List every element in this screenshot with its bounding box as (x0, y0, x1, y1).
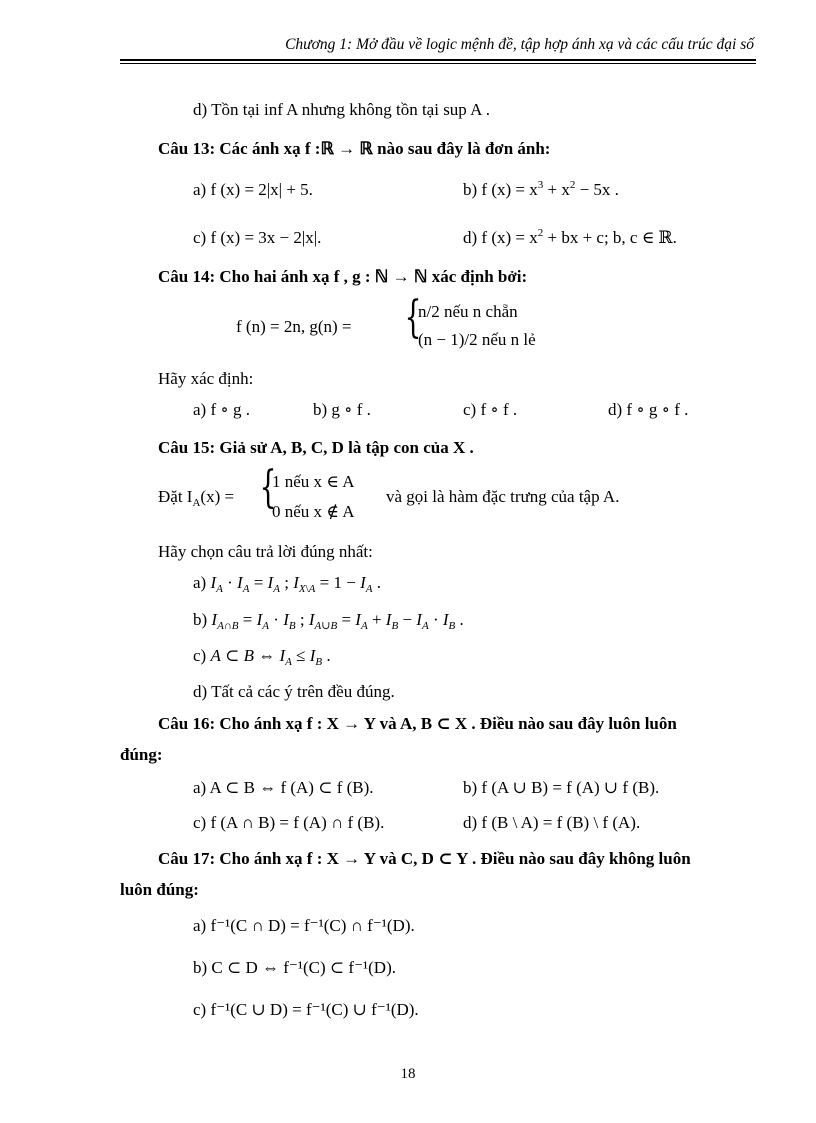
q12-option-d: d) Tồn tại inf A nhưng không tồn tại sup A . (193, 100, 490, 119)
q14-option-b: b) g ∘ f . (313, 400, 371, 419)
q17-title-line1: Câu 17: Cho ánh xạ f : X → Y và C, D ⊂ Y . Điều nào sau đây không luôn (158, 849, 691, 868)
q14-option-c: c) f ∘ f . (463, 400, 518, 419)
q16-title-line2: đúng: (120, 745, 163, 764)
q13-option-a: a) f (x) = 2|x| + 5. (193, 180, 313, 199)
q13-option-c: c) f (x) = 3x − 2|x|. (193, 228, 322, 247)
q14-case-2: (n − 1)/2 nếu n lẻ (418, 330, 536, 349)
q15-definition: Đặt $I_A(x)$ = (158, 487, 235, 509)
q15-definition-tail: và gọi là hàm đặc trưng của tập A. (386, 487, 620, 506)
q14-definition: f (n) = 2n, g(n) = (236, 317, 352, 336)
q13-option-b: b) f $(x) = x^3 + x^2 - 5x$ . (463, 179, 619, 199)
q15-option-c: c) A ⊂ B ⇔ $I_A \le I_B$ . (193, 646, 331, 668)
q16-option-a: a) A ⊂ B ⇔ f (A) ⊂ f (B). (193, 778, 374, 797)
q13-option-d: d) f $(x) = x^2$ + bx + c; b, c ∈ ℝ. (463, 227, 677, 247)
q14-option-d: d) f ∘ g ∘ f . (608, 400, 689, 419)
q16-title-line1: Câu 16: Cho ánh xạ f : X → Y và A, B ⊂ X . Điều nào sau đây luôn luôn (158, 714, 677, 733)
q15-prompt: Hãy chọn câu trả lời đúng nhất: (158, 542, 373, 561)
q16-option-d: d) f (B \ A) = f (B) \ f (A). (463, 813, 641, 832)
q14-brace: { (404, 292, 422, 343)
q15-brace: { (259, 462, 277, 513)
q14-option-a: a) f ∘ g . (193, 400, 250, 419)
q15-option-b: b) $I_{A\cap B} = I_A \cdot I_B$ ; $I_{A\cup B} = I_A + I_B - I_A \cdot I_B$ . (193, 610, 464, 632)
page-header: Chương 1: Mở đầu về logic mệnh đề, tập hợp ánh xạ và các cấu trúc đại số (285, 36, 754, 53)
q15-case-2: 0 nếu x ∉ A (272, 502, 355, 521)
q16-option-c: c) f (A ∩ B) = f (A) ∩ f (B). (193, 813, 385, 832)
q15-option-d: d) Tất cả các ý trên đều đúng. (193, 682, 395, 701)
q15-title: Câu 15: Giả sử A, B, C, D là tập con của X . (158, 438, 474, 457)
q15-case-1: 1 nếu x ∈ A (272, 472, 355, 491)
q14-prompt: Hãy xác định: (158, 369, 254, 388)
header-rule-thin (120, 63, 756, 64)
header-rule-thick (120, 59, 756, 61)
q17-option-a: a) f⁻¹(C ∩ D) = f⁻¹(C) ∩ f⁻¹(D). (193, 916, 415, 935)
q17-option-b: b) C ⊂ D ⇔ f⁻¹(C) ⊂ f⁻¹(D). (193, 958, 396, 977)
q15-option-a: a) $I_A \cdot I_A = I_A$ ; $I_{X\backslash A} = 1 - I_A$ . (193, 573, 381, 595)
q17-title-line2: luôn đúng: (120, 880, 199, 899)
q14-case-1: n/2 nếu n chẵn (418, 302, 518, 321)
page-number: 18 (400, 1066, 416, 1082)
q14-title: Câu 14: Cho hai ánh xạ f , g : ℕ → ℕ xác định bởi: (158, 267, 528, 286)
q13-title: Câu 13: Các ánh xạ f :ℝ → ℝ nào sau đây là đơn ánh: (158, 139, 551, 158)
q16-option-b: b) f (A ∪ B) = f (A) ∪ f (B). (463, 778, 660, 797)
q17-option-c: c) f⁻¹(C ∪ D) = f⁻¹(C) ∪ f⁻¹(D). (193, 1000, 419, 1019)
